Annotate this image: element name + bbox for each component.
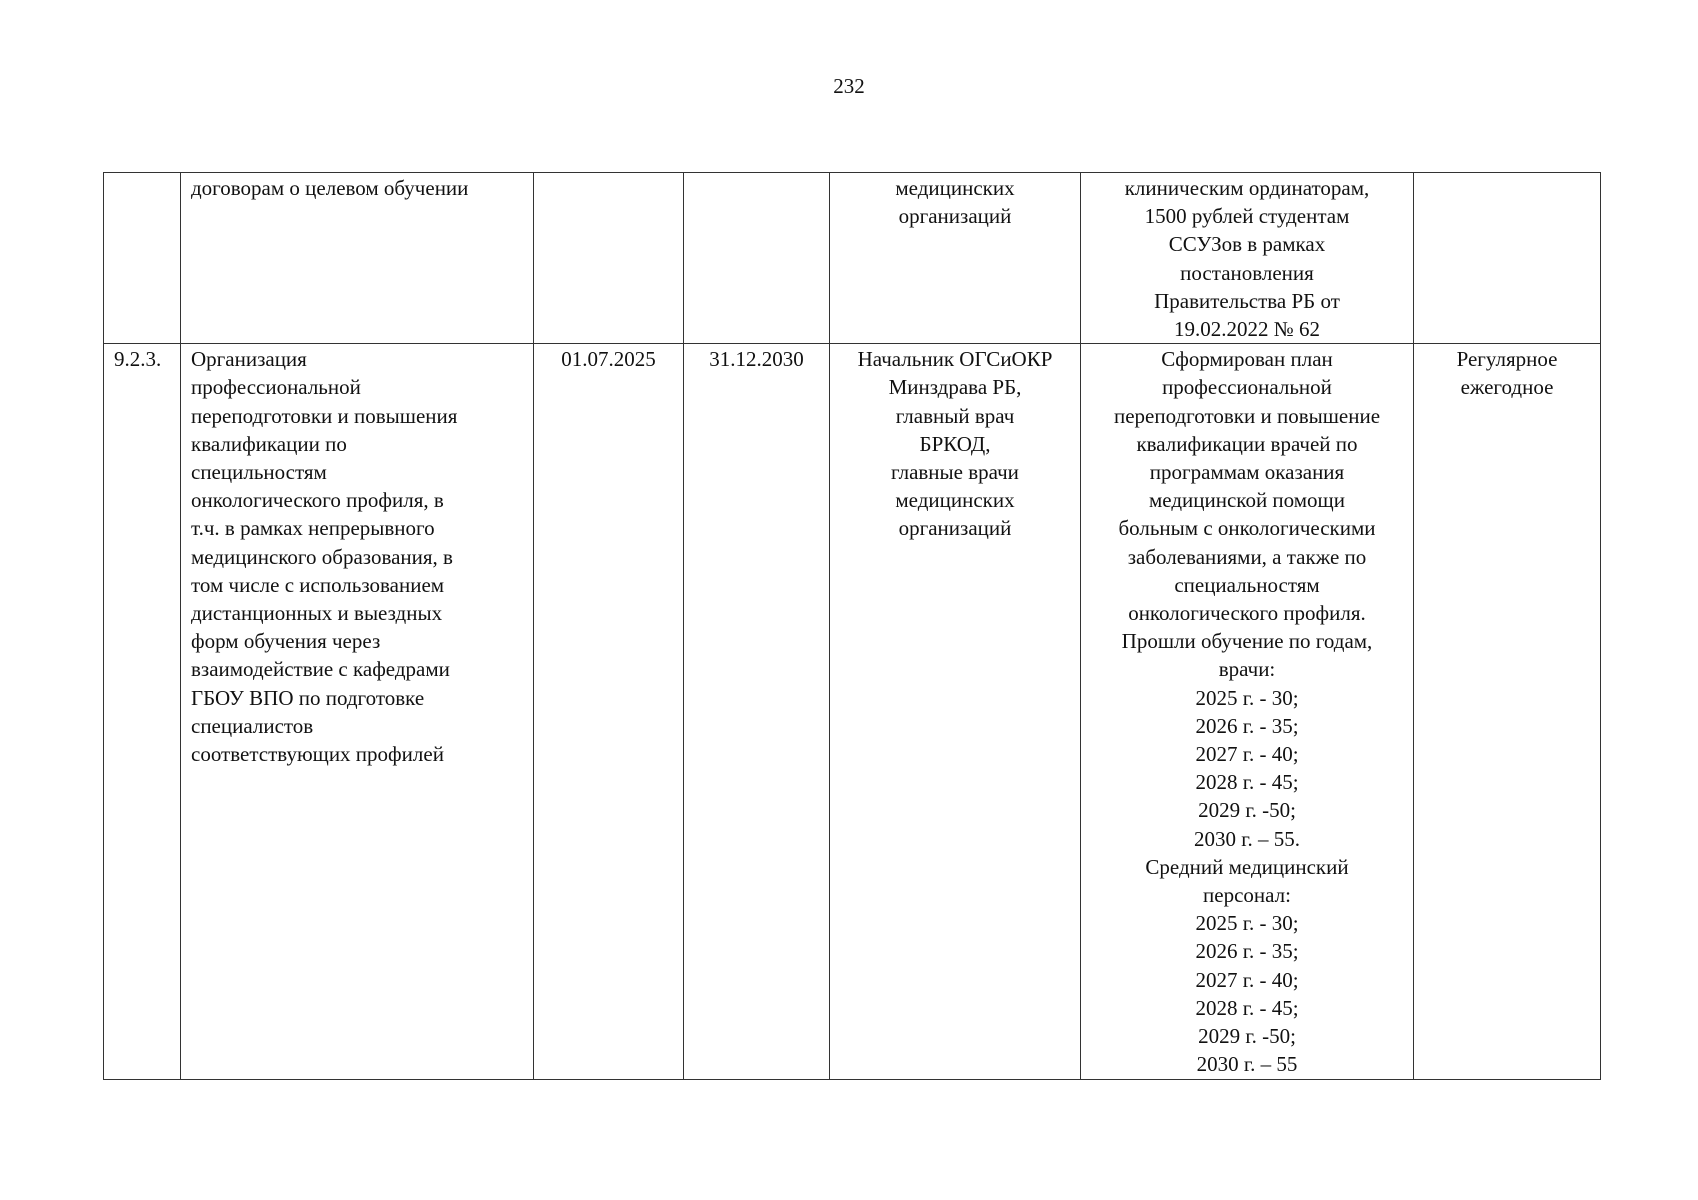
cell-text-line: взаимодействие с кафедрами: [191, 657, 450, 682]
cell-text-line: соответствующих профилей: [191, 742, 444, 767]
cell-text-line: профессиональной: [1162, 375, 1332, 400]
cell-periodicity: [1414, 344, 1601, 1079]
cell-text-line: ежегодное: [1460, 375, 1554, 400]
cell-text-line: 2026 г. - 35;: [1195, 713, 1299, 738]
cell-text-line: онкологического профиля.: [1128, 601, 1366, 626]
cell-text-line: 2028 г. - 45;: [1195, 995, 1299, 1020]
cell-text-line: т.ч. в рамках непрерывного: [191, 516, 435, 541]
cell-responsible: [830, 173, 1081, 344]
cell-text-line: персонал:: [1203, 883, 1291, 908]
cell-periodicity: [1414, 173, 1601, 344]
cell-start-date: [534, 173, 684, 344]
cell-text-line: дистанционных и выездных: [191, 601, 443, 626]
cell-text-line: программам оказания: [1149, 460, 1345, 485]
cell-text-line: 2026 г. - 35;: [1195, 939, 1299, 964]
cell-text-line: 2030 г. – 55.: [1194, 826, 1300, 851]
cell-measure: [181, 344, 534, 1079]
cell-text-line: 2027 г. - 40;: [1195, 967, 1299, 992]
cell-text-line: 2027 г. - 40;: [1195, 742, 1299, 767]
cell-text-line: Сформирован план: [1161, 347, 1333, 372]
cell-text-line: специалистов: [191, 713, 314, 738]
cell-text-line: онкологического профиля, в: [191, 488, 444, 513]
cell-text-line: 2025 г. - 30;: [1195, 685, 1299, 710]
cell-result: [1081, 173, 1414, 344]
cell-text-line: ГБОУ ВПО по подготовке: [191, 685, 425, 710]
cell-text-line: заболеваниями, а также по: [1127, 544, 1367, 569]
cell-text-line: организаций: [898, 516, 1012, 541]
cell-text-line: форм обучения через: [191, 629, 381, 654]
cell-text-line: Регулярное: [1456, 347, 1558, 372]
cell-text-line: Минздрава РБ,: [888, 375, 1022, 400]
cell-text-line: 1500 рублей студентам: [1144, 204, 1350, 229]
cell-measure: [181, 173, 534, 344]
cell-text-line: больным с онкологическими: [1118, 516, 1376, 541]
cell-responsible: [830, 344, 1081, 1079]
plan-table: [103, 172, 1601, 1080]
cell-end-date: 31.12.2030: [684, 344, 830, 1079]
cell-text-line: квалификации по: [191, 431, 347, 456]
cell-text-line: клиническим ординаторам,: [1124, 176, 1370, 200]
cell-text-line: специальностям: [1174, 572, 1320, 597]
cell-text-line: главный врач: [895, 403, 1015, 428]
cell-text-line: БРКОД,: [919, 431, 991, 456]
cell-text-line: организаций: [898, 204, 1012, 229]
cell-text-line: медицинских: [895, 176, 1015, 200]
cell-end-date: [684, 173, 830, 344]
cell-text-line: Средний медицинский: [1145, 854, 1349, 879]
cell-text-line: главные врачи: [891, 460, 1019, 485]
cell-text-line: врачи:: [1218, 657, 1276, 682]
cell-text-line: договорам о целевом обучении: [191, 176, 469, 200]
cell-text-line: профессиональной: [191, 375, 361, 400]
cell-text-line: 2029 г. -50;: [1198, 798, 1296, 823]
cell-text-line: медицинского образования, в: [191, 544, 453, 569]
cell-number: 9.2.3.: [104, 344, 181, 1079]
page-number: 232: [833, 74, 865, 98]
table-row-continuation: [104, 173, 1601, 344]
cell-text-line: 2030 г. – 55: [1196, 1052, 1298, 1077]
cell-text-line: 2028 г. - 45;: [1195, 770, 1299, 795]
cell-result: [1081, 344, 1414, 1079]
cell-text-line: Организация: [191, 347, 307, 372]
cell-text-line: переподготовки и повышения: [191, 403, 458, 428]
cell-text-line: переподготовки и повышение: [1113, 403, 1381, 428]
cell-text-line: медицинской помощи: [1149, 488, 1345, 513]
cell-text-line: Начальник ОГСиОКР: [857, 347, 1053, 372]
cell-text-line: 19.02.2022 № 62: [1173, 317, 1321, 342]
cell-text-line: Прошли обучение по годам,: [1121, 629, 1373, 654]
cell-text-line: специльностям: [191, 460, 327, 485]
cell-text-line: 2025 г. - 30;: [1195, 911, 1299, 936]
cell-text-line: 2029 г. -50;: [1198, 1024, 1296, 1049]
cell-text-line: ССУЗов в рамках: [1168, 232, 1326, 257]
table-row-9-2-3: [104, 344, 1601, 1079]
cell-text-line: том числе с использованием: [191, 572, 445, 597]
cell-number: [104, 173, 181, 344]
cell-text-line: постановления: [1180, 260, 1314, 285]
cell-text-line: квалификации врачей по: [1136, 431, 1358, 456]
cell-text-line: медицинских: [895, 488, 1015, 513]
cell-text-line: Правительства РБ от: [1154, 288, 1340, 313]
cell-start-date: 01.07.2025: [534, 344, 684, 1079]
